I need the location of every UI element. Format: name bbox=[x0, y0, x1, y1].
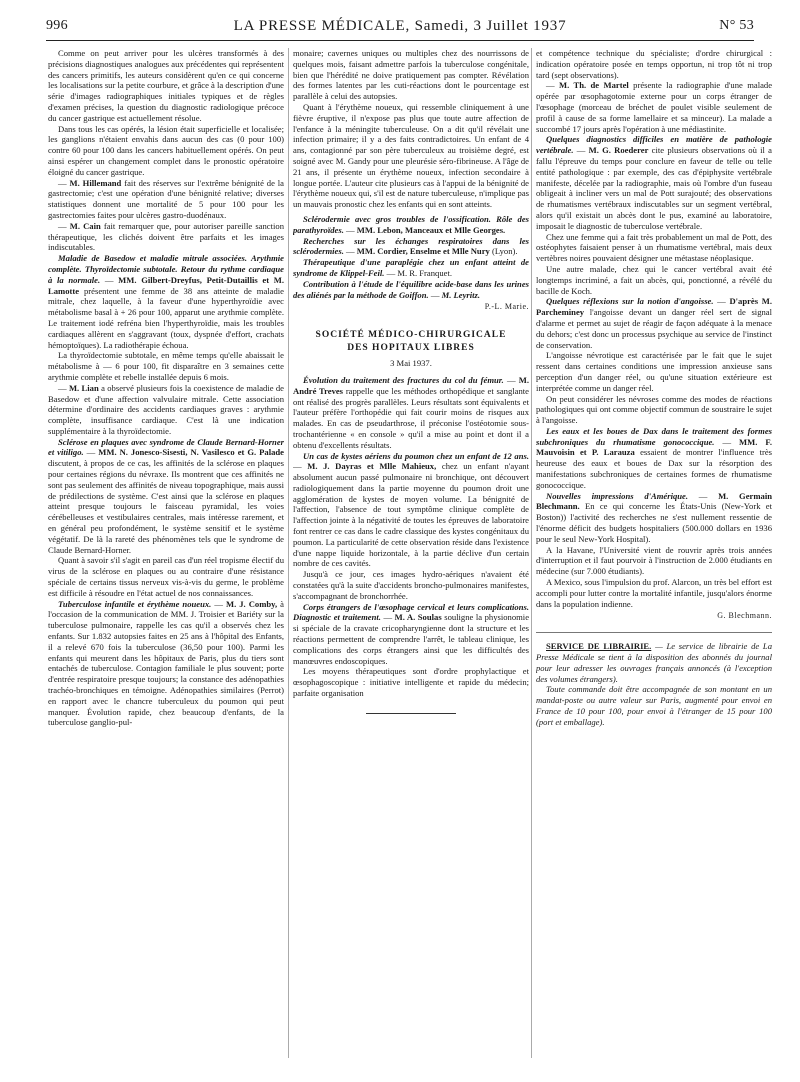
paragraph: — M. Hillemand fait des réserves sur l'extrême bénignité de la gastrectomie; c'est une opération d'une bénignité relative; diverses statistiques donnent une mortalité de 5 pour 100 pour les gastrectomies faites pour ulcères gastro-duodénaux. bbox=[48, 177, 284, 220]
paragraph: Les moyens thérapeutiques sont d'ordre prophylactique et œsophagoscopique : initiative intelligente et rapide du médecin; parfaite organisation bbox=[293, 666, 529, 699]
end-rule bbox=[366, 713, 456, 714]
paragraph: — M. Cain fait remarquer que, pour autoriser pareille sanction thérapeutique, les clichés doivent être parfaits et les images indiscutables. bbox=[48, 220, 284, 253]
communication-title: Nouvelles impressions d'Amérique. bbox=[546, 490, 689, 501]
section-date: 3 Mai 1937. bbox=[390, 358, 432, 369]
authors: M. J. Dayras et Mlle Mahieux, bbox=[307, 461, 437, 472]
header-rule bbox=[46, 40, 754, 41]
communication-title: Un cas de kystes aériens du poumon chez un enfant de 12 ans. bbox=[303, 450, 529, 461]
communication-title: Recherches sur les échanges respiratoires dans les sclérodermies. bbox=[293, 235, 529, 257]
column-divider bbox=[531, 48, 532, 1058]
paragraph: monaire; cavernes uniques ou multiples chez des nourrissons de quelques mois, faisant admettre parfois la tuberculose congénitale, bien que l'hérédité ne doive pratiquement pas compter. Révélation des formes latentes par les cuti-réactions dont le pourcentage est parallèle à celui des autopsies. bbox=[293, 48, 529, 102]
communication-text: rappelle que les méthodes orthopédique et sanglante ont réalisé des progrès parallèles. Leurs résultats sont équivalents et l'auteur préfère l'orthopédie qui fait courir moins de risques aux malades. En cas de pseudarthrose, il préconise l'ostéotomie sous-trochantérienne « en console » qu'il a mise au point et dont il a obtenu d'excellents résultats. bbox=[293, 385, 529, 450]
authors: MM. Cordier, Enselme et Mlle Nury bbox=[356, 246, 490, 257]
communication-text: souligne la physionomie si spéciale de la cravate cricopharyngienne dont la structure et les réactions permettent de comprendre l'arrêt, le tableau clinique, les complications des corps étrangers ainsi que les difficultés des manœuvres endoscopiques. bbox=[293, 612, 529, 666]
communication: Thérapeutique d'une paraplégie chez un enfant atteint de syndrome de Klippel-Feil. — M. R. Franquet. bbox=[293, 257, 529, 278]
communication: Recherches sur les échanges respiratoires dans les sclérodermies. — MM. Cordier, Enselme et Mlle Nury (Lyon). bbox=[293, 235, 529, 257]
authors: M. R. Franquet. bbox=[397, 267, 452, 278]
signature: P.-L. Marie. bbox=[484, 302, 529, 312]
communication-title: Quelques réflexions sur la notion d'angoisse. bbox=[546, 296, 714, 307]
journal-title bbox=[46, 18, 754, 35]
paragraph: Quant à l'érythème noueux, qui ressemble cliniquement à une fièvre éruptive, il n'expose pas plus que toute autre affection de l'enfance à la méningite tuberculeuse. On a dit qu'il révélait une infection primaire; il y a des faits contradictoires. Un enfant de 4 ans, contagionné par son père tuberculeux au troisième degré, est soigné avec M. Gandy pour une pleurésie séro-fibrineuse. A l'âge de 21 ans, il présente un érythème noueux, infection secondaire à longue portée. L'auteur cite plusieurs cas à l'appui de la bénignité de l'érythème noueux qui, s'il est de nature tuberculeuse, n'implique pas un mauvais pronostic chez les enfants qui en sont atteints. bbox=[293, 101, 529, 210]
library-notice-paragraph bbox=[536, 641, 772, 684]
paragraph-text: fait remarquer que, pour autoriser pareille sanction thérapeutique, les clichés doivent être parfaits et les images indiscutables. bbox=[48, 220, 284, 253]
communication-title: Maladie de Basedow et maladie mitrale associées. Arythmie complète. Thyroïdectomie subtotale. Retour du rythme cardiaque à la normale. bbox=[48, 253, 284, 285]
section-title bbox=[293, 329, 529, 355]
communication-title: Évolution du traitement des fractures du col du fémur. bbox=[303, 374, 504, 385]
paragraph: — M. Th. de Martel présente la radiographie d'une malade opérée par œsophagotomie externe pour un corps étranger de l'œsophage (morceau de bréchet de poulet visible seulement de profil à cause de sa forme lamellaire et sa minceur). La malade a succombé 17 jours après l'opération à une médiastinite. bbox=[536, 80, 772, 134]
paragraph: Chez une femme qui a fait très probablement un mal de Pott, des ostéophytes faisaient penser à un rhumatisme vertébral, mais deux vertèbres noires pouvaient désigner une métastase néoplasique. bbox=[536, 231, 772, 264]
page-header bbox=[46, 18, 754, 40]
communication: Évolution du traitement des fractures du col du fémur. — M. André Treves rappelle que les méthodes orthopédique et sanglante ont réalisé des progrès parallèles. Leurs résultats sont équivalents et l'auteur préfère l'orthopédie qui fait courir moins de risques aux malades. En cas de pseudarthrose, il préconise l'ostéotomie sous-trochantérienne « en console » qu'il a mise au point et dont il a obtenu d'excellents résultats. bbox=[293, 374, 529, 450]
signature: G. Blechmann. bbox=[717, 611, 772, 621]
authors: MM. Lebon, Manceaux et Mlle Georges. bbox=[356, 224, 506, 235]
column-1 bbox=[48, 48, 284, 1058]
section-title-line-2: DES HOPITAUX LIBRES bbox=[347, 343, 475, 354]
communication: Quelques diagnostics difficiles en matière de pathologie vertébrale. — M. G. Roederer cite plusieurs observations où il a fallu l'épreuve du temps pour conclure en faveur de telle ou telle entité pathologique : par exemple, des cas d'épiphysite vertébrale manifeste, décelée par la radiographie, mais où l'ombre d'un fuseau obligeait à incliner vers un mal de Pott surajouté; des observations de rhumatismes vertébraux indiscutables sur un segment vertébral, alors qu'il existait un abcès dont le pus, examiné au laboratoire, imposait le diagnostic de tuberculose vertébrale. bbox=[536, 134, 772, 231]
communication-title: Sclérodermie avec gros troubles de l'ossification. Rôle des parathyroïdes. bbox=[293, 213, 529, 235]
authors: M. J. Comby, bbox=[225, 598, 278, 609]
communication-title: Tuberculose infantile et érythème noueux. bbox=[58, 598, 212, 609]
authors: MM. N. Jonesco-Sisesti, N. Vasilesco et G. Palade bbox=[98, 447, 284, 458]
column-3 bbox=[536, 48, 772, 1058]
paragraph: On peut considérer les névroses comme des modes de réactions pathologiques qui ont comme objectif commun de soustraire le sujet à l'angoisse. bbox=[536, 393, 772, 426]
communication: Un cas de kystes aériens du poumon chez un enfant de 12 ans. — M. J. Dayras et Mlle Mahieux, chez un enfant n'ayant absolument aucun passé pulmonaire ni bronchique, ont découvert radiologiquement dans la partie moyenne du poumon droit une agglomération de kystes de moyen volume. La bénignité de l'affection, l'absence de tout symptôme clinique complète de l'affection jointe à la négativité de toutes les épreuves de laboratoire font rentrer ce cas dans le cadre classique des kystes congénitaux du poumon. La particularité de cette observation réside dans l'existence d'une nappe liquide horizontale, à la partie déclive d'un certain nombre de ces cavités. bbox=[293, 450, 529, 569]
author: M. Lian bbox=[68, 382, 99, 393]
paragraph: Comme on peut arriver pour les ulcères transformés à des précisions diagnostiques analogues aux précédentes qui représentent des cancers primitifs, les auteurs considèrent qu'en ce qui concerne les localisations sur la petite courbure, et grâce à la description d'une série d'images radiographiques initiales typiques et de règles d'examen précises, la question du diagnostic radiologique précoce du cancer gastrique est actuellement résolue. bbox=[48, 48, 284, 123]
section-rule bbox=[536, 632, 772, 633]
communication-text: cite plusieurs observations où il a fallu l'épreuve du temps pour conclure en faveur de telle ou telle entité pathologique : par exemple, des cas d'épiphysite vertébrale manifeste, décelée par la radiographie, mais où l'ombre d'un fuseau obligeait à incliner vers un mal de Pott surajouté; des observations de rhumatismes vertébraux indiscutables sur un segment vertébral, alors qu'il existait un abcès dont le pus, examiné au laboratoire, imposait le diagnostic de tuberculose vertébrale. bbox=[536, 145, 772, 231]
column-divider bbox=[288, 48, 289, 1058]
paragraph: L'angoisse névrotique est caractérisée par le fait que le sujet ressent dans certaines conditions une impression anxieuse sans perception d'un danger réel, ou qu'une situation extérieure est interprétée comme un danger réel. bbox=[536, 350, 772, 393]
authors: M. A. Soulas bbox=[394, 612, 442, 623]
page-number: 996 bbox=[46, 18, 68, 33]
library-service-notice bbox=[536, 641, 772, 727]
communication: Corps étrangers de l'œsophage cervical et leurs complications. Diagnostic et traitement. — M. A. Soulas souligne la physionomie si spéciale de la cravate cricopharyngienne dont la structure et les réactions permettent de comprendre l'arrêt, le tableau clinique, les complications des corps étrangers ainsi que les difficultés des manœuvres endoscopiques. bbox=[293, 601, 529, 666]
communication: Nouvelles impressions d'Amérique. — M. Germain Blechmann. En ce qui concerne les États-Unis (New-York et Boston)) l'activité des recherches ne s'est nullement ressentie de l'énorme déficit des budgets hospitaliers (500.000 dollars en 1936 pour le seul New-York Hospital). bbox=[536, 490, 772, 544]
communication: Maladie de Basedow et maladie mitrale associées. Arythmie complète. Thyroïdectomie subtotale. Retour du rythme cardiaque à la normale. — MM. Gilbert-Dreyfus, Petit-Dutaillis et M. Lamotte présentent une femme de 38 ans atteinte de maladie mitrale, chez laquelle, à la faveur d'une hyperthyroïdie avec métabolisme basal à + 26 pour 100, apparut une arythmie complète. Le traitement iodé refréna bien l'hyperthyroïdie, mais les troubles cardiaques allèrent en s'aggravant (toux, dyspnée d'effort, crachats hémoptoïques). La radiothérapie échoua. bbox=[48, 253, 284, 350]
paragraph-text: présente la radiographie d'une malade opérée par œsophagotomie externe pour un corps étranger de l'œsophage (morceau de bréchet de poulet visible seulement de profil à cause de sa forme lamellaire et sa minceur). La malade a succombé 17 jours après l'opération à une médiastinite. bbox=[536, 80, 772, 134]
section-title-line-1: SOCIÉTÉ MÉDICO-CHIRURGICALE bbox=[315, 330, 507, 341]
communication: Sclérodermie avec gros troubles de l'ossification. Rôle des parathyroïdes. — MM. Lebon, Manceaux et Mlle Georges. bbox=[293, 213, 529, 235]
issue-number: N° 53 bbox=[719, 18, 754, 33]
city: (Lyon). bbox=[491, 246, 518, 257]
paragraph: — M. Lian a observé plusieurs fois la coexistence de maladie de Basedow et d'une affection valvulaire mitrale. Cette association détermine d'ordinaire des accidents cardiaques graves : arythmie complète, insuffisance cardiaque. C'est là une indication supplémentaire à la thyroïdectomie. bbox=[48, 382, 284, 436]
communication-title: Corps étrangers de l'œsophage cervical et leurs complications. Diagnostic et traitement. bbox=[293, 601, 529, 623]
paragraph: Une autre malade, chez qui le cancer vertébral avait été longtemps incriminé, a fait un abcès, qui, ponctionné, a révélé du bacille de Koch. bbox=[536, 263, 772, 296]
authors: M. André Treves bbox=[293, 374, 529, 396]
paragraph: Dans tous les cas opérés, la lésion était superficielle et localisée; les ganglions n'étaient envahis dans aucun des cas (0 pour 100) contre 60 pour 100 dans les cancers habituellement opérés. On peut ainsi espérer un changement complet dans le pronostic opératoire éloigné du cancer gastrique. bbox=[48, 123, 284, 177]
communication: Tuberculose infantile et érythème noueux. — M. J. Comby, à l'occasion de la communication de MM. J. Troisier et Bariéty sur la tuberculose pulmonaire, rappelle les cas qu'il a observés chez les enfants. Sur 1.832 autopsies faites en 25 ans à l'hôpital des Enfants, il a relevé 670 fois la tuberculose (36,50 pour 100). Parmi les enfants qui meurent dans les hôpitaux de Paris, plus du tiers sont entachés de tuberculose. Contagion familiale le plus souvent; porte d'entrée respiratoire presque toujours; la constance des adénopathies trachéo-bronchiques en témoigne. Adénopathies similaires (Perrot) en rapport avec le chancre tuberculeux du poumon qui peut manquer. Évolution rapide, chez beaucoup d'enfants, de la tuberculose ganglio-pul- bbox=[48, 598, 284, 728]
library-title: SERVICE DE LIBRAIRIE. bbox=[546, 641, 652, 652]
communication: Quelques réflexions sur la notion d'angoisse. — D'après M. Parchemineу l'angoisse devant un danger réel sert de signal d'alarme et permet au sujet de réagir de façon adéquate à la menace du dehors; c'est donc un processus psychique au service de l'instinct de conservation. bbox=[536, 296, 772, 350]
communication-text: chez un enfant n'ayant absolument aucun passé pulmonaire ni bronchique, ont découvert radiologiquement dans la partie moyenne du poumon droit une agglomération de kystes de moyen volume. La bénignité de l'affection, l'absence de tout symptôme clinique complète de l'affection jointe à la négativité de toutes les épreuves de laboratoire font rentrer ce cas dans le cadre classique des kystes congénitaux du poumon. La particularité de cette observation réside dans l'existence d'une nappe liquide horizontale, à la partie déclive d'un certain nombre de ces cavités. bbox=[293, 461, 529, 569]
paragraph: Quant à savoir s'il s'agit en pareil cas d'un réel tropisme électif du virus de la sclérose en plaques ou au contraire d'une résistance spéciale de certains tissus nerveux vis-à-vis du germe, le problème est difficile à résoudre en l'état actuel de nos connaissances. bbox=[48, 555, 284, 598]
communication-title: Quelques diagnostics difficiles en matière de pathologie vertébrale. bbox=[536, 134, 772, 156]
paragraph: Jusqu'à ce jour, ces images hydro-aériques n'avaient été constatées qu'à la suite d'accidents broncho-pulmonaires manifestes, s'accompagnant de bronchorrhée. bbox=[293, 569, 529, 601]
paragraph: La thyroïdectomie subtotale, en même temps qu'elle abaissait le métabolisme à — 6 pour 100, fit disparaître en 3 semaines cette arythmie complète et rebelle installée depuis 6 mois. bbox=[48, 350, 284, 382]
library-text: — Le service de librairie de La Presse Médicale se tient à la disposition des abonnés du journal pour leur adresser les ouvrages français annoncés (à l'exception des volumes étrangers). bbox=[536, 641, 772, 684]
communication-text: discutent, à propos de ce cas, les affinités de la sclérose en plaques pour certaines régions du névraxe. Ils montrent que ces affinités ne sont pas seulement des affinités de niveau topographique, mais aussi de prédilections de système. C'est ainsi que la sclérose en plaques atteint presque toujours le faisceau pyramidal, les voies cérébelleuses et vestibulaires centrales, mais intéresse rarement, et en général peu profondément, le système sensitif et le système végétatif. De là la rareté des phénomènes tels que le syndrome de Claude Bernard-Horner. bbox=[48, 458, 284, 555]
authors: MM. F. Mauvoisin et P. Larauza bbox=[536, 436, 772, 458]
paragraph: A Mexico, sous l'impulsion du prof. Alarcon, un très bel effort est accompli pour lutter contre la mortalité infantile, jusqu'alors énorme dans la population indienne. bbox=[536, 577, 772, 609]
paragraph: A la Havane, l'Université vient de rouvrir après trois années d'interruption et il faut pourvoir à l'instruction de 2.000 étudiants en médecine (sur 7.000 étudiants). bbox=[536, 544, 772, 577]
column-2 bbox=[293, 48, 529, 1058]
communication-text: l'angoisse devant un danger réel sert de signal d'alarme et permet au sujet de réagir de façon adéquate à la menace du dehors; c'est donc un processus psychique au service de l'instinct de conservation. bbox=[536, 307, 772, 350]
author: M. Hillemand bbox=[69, 177, 122, 188]
authors: D'après M. Parchemineу bbox=[536, 296, 772, 318]
communication-title: Thérapeutique d'une paraplégie chez un enfant atteint de syndrome de Klippel-Feil. bbox=[293, 257, 529, 278]
library-notice-paragraph: Toute commande doit être accompagnée de son montant en un mandat-poste ou autre valeur sur Paris, augmenté pour envoi en France de 10 pour 100, pour envoi à l'étranger de 15 pour 100 (port et emballage). bbox=[536, 684, 772, 727]
communication-title: Sclérose en plaques avec syndrome de Claude Bernard-Horner et vitiligo. bbox=[48, 436, 284, 458]
communication-text: En ce qui concerne les États-Unis (New-York et Boston)) l'activité des recherches ne s'est nullement ressentie de l'énorme déficit des budgets hospitaliers (500.000 dollars en 1936 pour le seul New-York Hospital). bbox=[536, 501, 772, 544]
authors: M. G. Roederer bbox=[588, 145, 649, 156]
communication-text: essaient de montrer l'influence très heureuse des eaux et boues de Dax sur la résorption des manifestations subchroniques de certaines formes de rhumatisme gonococcique. bbox=[536, 447, 772, 490]
communication-text: à l'occasion de la communication de MM. J. Troisier et Bariéty sur la tuberculose pulmonaire, rappelle les cas qu'il a observés chez les enfants. Sur 1.832 autopsies faites en 25 ans à l'hôpital des Enfants, il a relevé 670 fois la tuberculose (36,50 pour 100). Parmi les enfants qui meurent dans les hôpitaux de Paris, plus du tiers sont entachés de tuberculose. Contagion familiale le plus souvent; porte d'entrée respiratoire presque toujours; la constance des adénopathies trachéo-bronchiques en témoigne. Adénopathies similaires (Perrot) en rapport avec le chancre tuberculeux du poumon qui peut manquer. Évolution rapide, chez beaucoup d'enfants, de la tuberculose ganglio-pul- bbox=[48, 598, 284, 728]
author: M. Cain bbox=[69, 220, 101, 231]
authors: M. Leyritz. bbox=[441, 289, 480, 300]
journal-title-text: LA PRESSE MÉDICALE, Samedi, 3 Juillet 1937 bbox=[233, 18, 567, 34]
communication: Contribution à l'étude de l'équilibre acide-base dans les urines des aliénés par la méthode de Goiffon. — M. Leyritz. bbox=[293, 278, 529, 300]
paragraph-text: a observé plusieurs fois la coexistence de maladie de Basedow et d'une affection valvulaire mitrale. Cette association détermine d'ordinaire des accidents cardiaques graves : arythmie complète, insuffisance cardiaque. C'est là une indication supplémentaire à la thyroïdectomie. bbox=[48, 382, 284, 436]
communication: Les eaux et les boues de Dax dans le traitement des formes subchroniques du rhumatisme gonococcique. — MM. F. Mauvoisin et P. Larauza essaient de montrer l'influence très heureuse des eaux et boues de Dax sur la résorption des manifestations subchroniques de certaines formes de rhumatisme gonococcique. bbox=[536, 425, 772, 490]
authors: MM. Gilbert-Dreyfus, Petit-Dutaillis et M. Lamotte bbox=[48, 274, 284, 296]
communication-text: présentent une femme de 38 ans atteinte de maladie mitrale, chez laquelle, à la faveur d'une hyperthyroïdie avec métabolisme basal à + 26 pour 100, apparut une arythmie complète. Le traitement iodé refréna bien l'hyperthyroïdie, mais les troubles cardiaques allèrent en s'aggravant (toux, dyspnée d'effort, crachats hémoptoïques). La radiothérapie échoua. bbox=[48, 285, 284, 350]
communication: Sclérose en plaques avec syndrome de Claude Bernard-Horner et vitiligo. — MM. N. Jonesco-Sisesti, N. Vasilesco et G. Palade discutent, à propos de ce cas, les affinités de la sclérose en plaques pour certaines régions du névraxe. Ils montrent que ces affinités ne sont pas seulement des affinités de niveau topographique, mais aussi de prédilections de système. C'est ainsi que la sclérose en plaques atteint presque toujours le faisceau pyramidal, les voies cérébelleuses et vestibulaires centrales, mais intéresse rarement, et en général peu profondément, le système sensitif et le système végétatif. De là la rareté des phénomènes tels que le syndrome de Claude Bernard-Horner. bbox=[48, 436, 284, 555]
paragraph: et compétence technique du spécialiste; d'ordre chirurgical : indication opératoire posée en temps opportun, ni trop tôt ni trop tard (sept observations). bbox=[536, 48, 772, 80]
communication-title: Contribution à l'étude de l'équilibre acide-base dans les urines des aliénés par la méthode de Goiffon. bbox=[293, 278, 529, 300]
paragraph-text: fait des réserves sur l'extrême bénignité de la gastrectomie; c'est une opération d'une bénignité relative; diverses statistiques donnent une mortalité de 5 pour 100 pour les gastrectomies faites pour ulcères gastro-duodénaux. bbox=[48, 177, 284, 220]
communication-title: Les eaux et les boues de Dax dans le traitement des formes subchroniques du rhumatisme gonococcique. bbox=[536, 425, 772, 447]
author: M. Th. de Martel bbox=[558, 80, 629, 91]
authors: M. Germain Blechmann. bbox=[536, 490, 772, 512]
